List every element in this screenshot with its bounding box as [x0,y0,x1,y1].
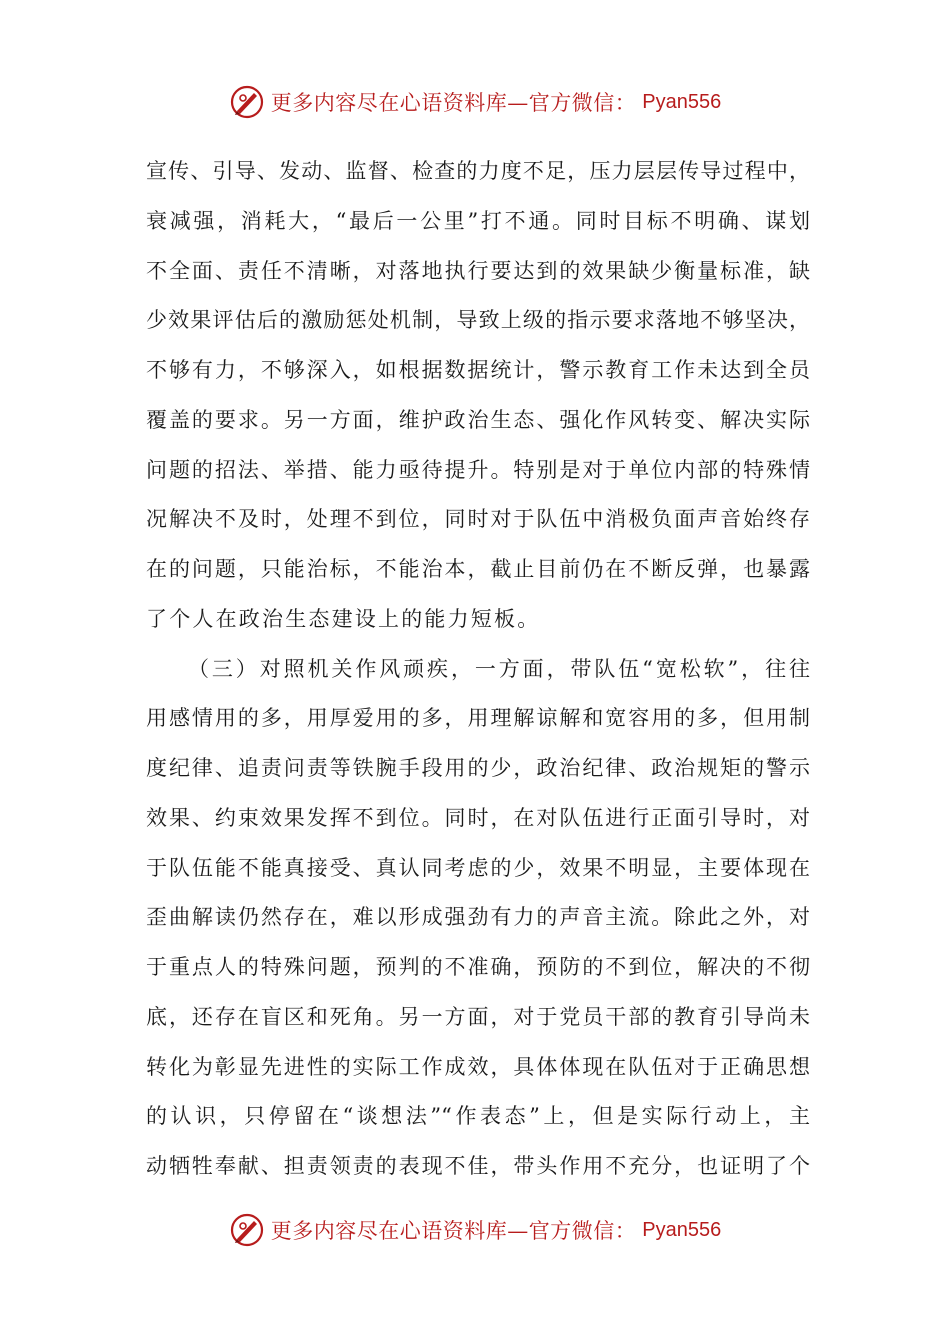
watermark-wechat-id: Pyan556 [642,1218,722,1241]
text-line: 度纪律、追责问责等铁腕手段用的少，政治纪律、政治规矩的警示 [146,756,810,780]
text-line: 歪曲解读仍然存在，难以形成强劲有力的声音主流。除此之外，对 [146,905,810,930]
text-line: 于重点人的特殊问题，预判的不准确，预防的不到位，解决的不彻 [146,955,810,979]
text-line: 用感情用的多，用厚爱用的多，用理解谅解和宽容用的多，但用制 [146,706,810,731]
pen-logo-icon [229,84,265,120]
header-watermark-banner [0,82,950,122]
text-line: 效果、约束效果发挥不到位。同时，在对队伍进行正面引导时，对 [146,805,810,830]
pen-logo-icon [229,1212,265,1248]
text-line: 转化为彰显先进性的实际工作成效，具体体现在队伍对于正确思想 [146,1054,810,1079]
text-line: 动牺牲奉献、担责领责的表现不佳，带头作用不充分，也证明了个 [146,1154,810,1178]
text-line: 不够有力，不够深入，如根据数据统计，警示教育工作未达到全员 [146,358,810,382]
text-line: 覆盖的要求。另一方面，维护政治生态、强化作风转变、解决实际 [146,407,810,432]
footer-watermark-banner [0,1210,950,1250]
text-line: 了个人在政治生态建设上的能力短板。 [146,606,541,631]
watermark-site-text: 更多内容尽在心语资料库—官方微信： [270,1219,637,1243]
watermark-site-text: 更多内容尽在心语资料库—官方微信： [270,91,637,115]
text-line: 问题的招法、举措、能力亟待提升。特别是对于单位内部的特殊情 [146,457,810,482]
document-body [146,150,810,1195]
watermark-wechat-id: Pyan556 [642,90,722,113]
text-line: 衰减强，消耗大，“最后一公里”打不通。同时目标不明确、谋划 [146,208,810,233]
text-line: 不全面、责任不清晰，对落地执行要达到的效果缺少衡量标准，缺 [146,258,810,283]
text-line: 宣传、引导、发动、监督、检查的力度不足，压力层层传导过程中， [146,159,810,183]
text-line: 的认识，只停留在“谈想法”“作表态”上，但是实际行动上，主 [146,1104,810,1129]
text-line: 于队伍能不能真接受、真认同考虑的少，效果不明显，主要体现在 [146,855,810,880]
text-line: 在的问题，只能治标，不能治本，截止目前仍在不断反弹，也暴露 [146,557,810,581]
section-heading-line: （三）对照机关作风顽疾，一方面，带队伍“宽松软”，往往 [188,656,810,681]
text-line: 少效果评估后的激励惩处机制，导致上级的指示要求落地不够坚决， [146,308,810,333]
text-line: 况解决不及时，处理不到位，同时对于队伍中消极负面声音始终存 [146,507,810,532]
text-line: 底，还存在盲区和死角。另一方面，对于党员干部的教育引导尚未 [146,1004,810,1029]
